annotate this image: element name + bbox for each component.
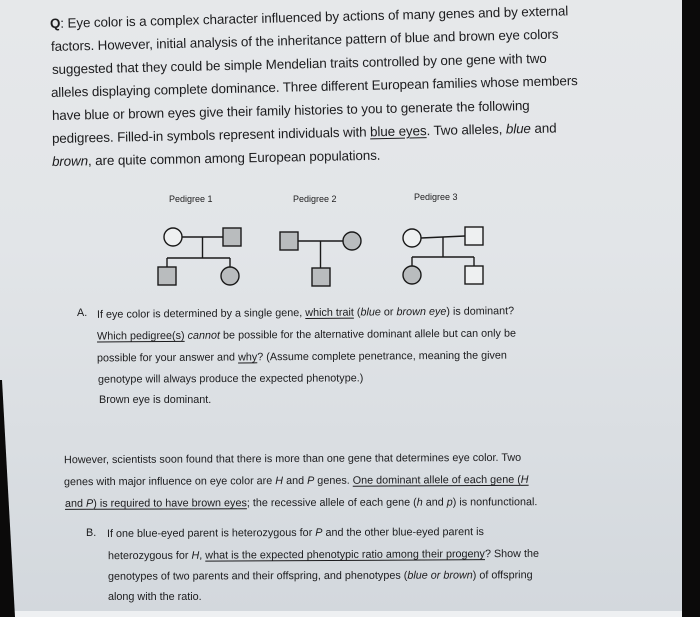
transition-line (64, 450, 521, 468)
intro-line (51, 27, 559, 55)
text-segment: or (380, 306, 397, 319)
part-a-line (97, 348, 507, 367)
text-segment: P (307, 474, 315, 487)
text-segment: factors. However, initial analysis of the inheritance pattern of blue and brown eye colors (50, 26, 559, 54)
male-affected-symbol (280, 232, 298, 250)
text-segment: brown (51, 153, 89, 169)
text-segment: ) is nonfunctional. (452, 496, 538, 509)
pedigree-1-chart (150, 220, 270, 290)
text-segment: and (422, 496, 447, 509)
text-segment: suggested that they could be simple Mendelian traits controlled by one gene with two (51, 50, 547, 77)
part-a-marker: A. (77, 307, 88, 319)
pedigree-title: Pedigree 1 (169, 194, 213, 204)
text-segment: why (238, 351, 258, 364)
text-segment: ? Show the (484, 547, 540, 561)
text-segment: h (416, 496, 423, 509)
text-segment: and (530, 120, 557, 136)
text-segment: blue eyes (369, 123, 427, 140)
text-segment: p (446, 496, 453, 509)
text-segment: P (315, 526, 323, 539)
transition-line (64, 472, 529, 490)
female-unaffected-symbol (164, 228, 182, 246)
text-segment: genotype will always produce the expected phenotype.) (97, 372, 364, 386)
part-b-line (107, 524, 484, 542)
part-a-answer: Brown eye is dominant. (99, 394, 212, 406)
pedigree-title: Pedigree 2 (293, 194, 337, 204)
screen-bottom-edge (0, 611, 682, 617)
text-segment: ) is dominant? (446, 305, 515, 318)
text-segment: P (85, 497, 94, 510)
text-segment: H (275, 475, 284, 488)
text-segment: be possible for the alternative dominant allele but can only be (219, 327, 516, 342)
text-segment: genes. (314, 474, 353, 487)
text-segment: ? (Assume complete penetrance, meaning the given (257, 349, 507, 364)
text-segment: and (283, 474, 308, 488)
text-segment: pedigrees. Filled-in symbols represent individuals with (51, 124, 371, 146)
text-segment: heterozygous for (107, 549, 192, 563)
text-segment: . Two alleles, (426, 121, 507, 139)
text-segment: genotypes of two parents and their offspring, and phenotypes ( (107, 569, 408, 583)
text-segment: along with the ratio. (108, 591, 202, 603)
text-segment: H (520, 473, 529, 486)
male-affected-symbol (312, 268, 330, 286)
male-unaffected-symbol (465, 227, 483, 245)
text-segment: ) of offspring (472, 569, 533, 582)
text-segment: One dominant allele of each gene ( (352, 473, 521, 487)
screen-bezel-right (682, 0, 700, 617)
part-a-line (97, 303, 514, 323)
pedigree-2-chart (275, 225, 370, 285)
text-segment: alleles displaying complete dominance. Three different European families whose members (50, 73, 578, 100)
text-segment: ; the recessive allele of each gene ( (246, 496, 417, 510)
text-segment: Which pedigree(s) (96, 329, 185, 343)
text-segment: ( (353, 306, 361, 319)
text-segment: cannot (187, 329, 221, 342)
text-segment: which trait (305, 306, 354, 320)
intro-line (52, 51, 547, 78)
text-segment: : Eye color is a complex character influenced by actions of many genes and by external (60, 3, 569, 31)
part-a-line (98, 370, 363, 387)
part-b-line (108, 589, 202, 605)
female-unaffected-symbol (403, 229, 421, 247)
text-segment: have blue or brown eyes give their family histories to you to generate the following (51, 97, 530, 123)
female-affected-symbol (403, 266, 421, 284)
text-segment: genes with major influence on eye color are (63, 475, 276, 489)
text-segment: blue (360, 306, 381, 319)
text-segment: possible for your answer and (96, 351, 239, 365)
male-affected-symbol (223, 228, 241, 246)
part-a-line (97, 326, 516, 345)
question-label: Q (49, 15, 61, 31)
text-segment: If one blue-eyed parent is heterozygous for (106, 526, 316, 540)
part-b-marker: B. (86, 527, 97, 539)
text-segment: ) is required to have brown eyes (93, 497, 247, 510)
female-affected-symbol (221, 267, 239, 285)
text-segment: If eye color is determined by a single gene, (96, 307, 306, 321)
text-segment: brown eye (396, 305, 447, 319)
transition-line (65, 494, 537, 512)
text-segment: blue or brown (407, 569, 473, 582)
pedigree-title: Pedigree 3 (414, 192, 458, 202)
text-segment: However, scientists soon found that there is more than one gene that determines eye color. Two (63, 451, 522, 467)
intro-line (52, 98, 530, 124)
part-b-line (108, 546, 539, 564)
intro-line (51, 73, 578, 101)
intro-line (52, 120, 557, 147)
text-segment: what is the expected phenotypic ratio among their progeny (205, 548, 485, 562)
text-segment: , (199, 549, 206, 562)
text-segment: and the other blue-eyed parent is (322, 526, 484, 539)
text-segment: blue (505, 120, 531, 137)
part-b-line (108, 567, 533, 584)
male-unaffected-symbol (465, 266, 483, 284)
female-affected-symbol (343, 232, 361, 250)
pedigree-3-chart (395, 218, 500, 288)
male-affected-symbol (158, 267, 176, 285)
text-segment: H (191, 549, 200, 562)
text-segment: , are quite common among European populations. (87, 147, 381, 169)
text-segment: and (64, 497, 87, 510)
intro-line (52, 148, 381, 170)
